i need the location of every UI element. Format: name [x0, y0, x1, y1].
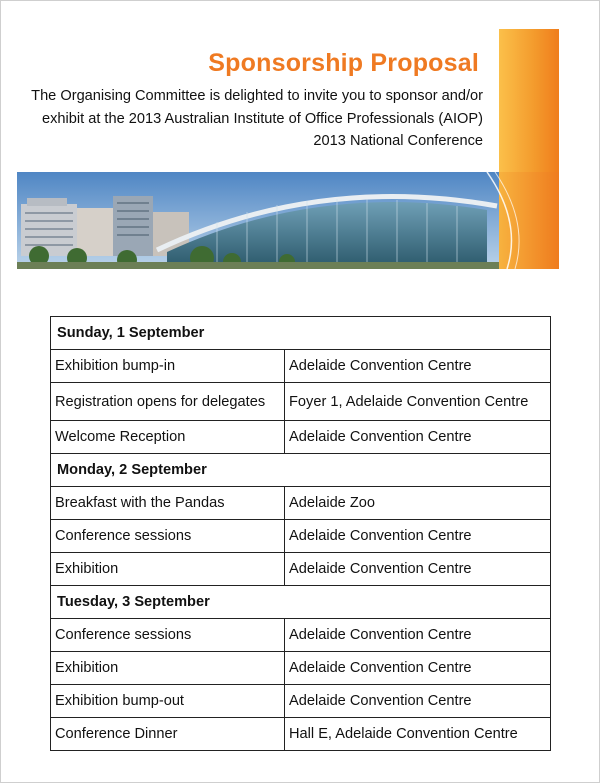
- venue-cell: Adelaide Convention Centre: [285, 520, 551, 553]
- venue-cell: Adelaide Convention Centre: [285, 350, 551, 383]
- venue-cell: Adelaide Convention Centre: [285, 652, 551, 685]
- day-heading: Sunday, 1 September: [51, 317, 551, 350]
- event-cell: Exhibition bump-in: [51, 350, 285, 383]
- day-header-row: [51, 317, 551, 350]
- venue-cell: Adelaide Convention Centre: [285, 421, 551, 454]
- venue-cell: Hall E, Adelaide Convention Centre: [285, 718, 551, 751]
- schedule-table: [50, 316, 551, 751]
- table-row: [51, 718, 551, 751]
- intro-line: 2013 National Conference: [313, 133, 483, 149]
- day-header-row: [51, 586, 551, 619]
- day-header-row: [51, 454, 551, 487]
- event-cell: Conference Dinner: [51, 718, 285, 751]
- day-heading: Monday, 2 September: [51, 454, 551, 487]
- event-cell: Conference sessions: [51, 619, 285, 652]
- table-row: [51, 383, 551, 421]
- header: [1, 1, 600, 271]
- intro-line: The Organising Committee is delighted to invite you to sponsor and/or: [31, 88, 483, 104]
- table-row: [51, 685, 551, 718]
- table-row: [51, 487, 551, 520]
- table-row: [51, 421, 551, 454]
- event-cell: Exhibition: [51, 652, 285, 685]
- intro-line: exhibit at the 2013 Australian Institute of Office Professionals (AIOP): [41, 110, 483, 127]
- table-row: [51, 350, 551, 383]
- event-cell: Exhibition: [51, 553, 285, 586]
- venue-cell: Foyer 1, Adelaide Convention Centre: [285, 383, 551, 421]
- event-cell: Conference sessions: [51, 520, 285, 553]
- table-row: [51, 553, 551, 586]
- table-row: [51, 520, 551, 553]
- event-cell: Registration opens for delegates: [51, 383, 285, 421]
- event-cell: Breakfast with the Pandas: [51, 487, 285, 520]
- day-heading: Tuesday, 3 September: [51, 586, 551, 619]
- venue-cell: Adelaide Convention Centre: [285, 619, 551, 652]
- event-cell: Exhibition bump-out: [51, 685, 285, 718]
- venue-cell: Adelaide Convention Centre: [285, 685, 551, 718]
- page-title: Sponsorship Proposal: [208, 49, 479, 77]
- venue-cell: Adelaide Convention Centre: [285, 553, 551, 586]
- intro-paragraph: [13, 85, 483, 153]
- table-row: [51, 652, 551, 685]
- event-cell: Welcome Reception: [51, 421, 285, 454]
- venue-cell: Adelaide Zoo: [285, 487, 551, 520]
- table-row: [51, 619, 551, 652]
- convention-centre-photo: [17, 172, 559, 269]
